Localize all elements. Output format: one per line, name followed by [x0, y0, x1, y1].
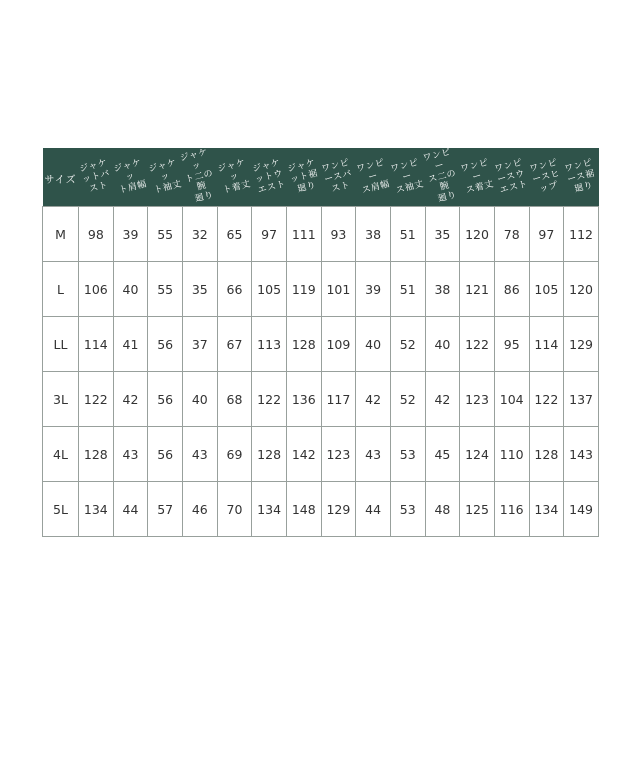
measurement-cell: 123: [321, 427, 356, 482]
measurement-cell: 35: [182, 262, 217, 317]
size-cell: 4L: [43, 427, 79, 482]
measurement-cell: 134: [252, 482, 287, 537]
header-cell: [179, 147, 217, 207]
header-label: ジャケッ ト袖丈: [147, 157, 183, 196]
table-row: [43, 482, 599, 537]
measurement-cell: 97: [252, 207, 287, 262]
measurement-cell: 40: [425, 317, 460, 372]
header-label: ワンピー ス二の腕 廻り: [422, 147, 458, 205]
measurement-cell: 105: [252, 262, 287, 317]
measurement-cell: 39: [113, 207, 148, 262]
header-cell: [494, 148, 529, 207]
header-cell: [79, 148, 114, 207]
measurement-cell: 67: [217, 317, 252, 372]
measurement-cell: 137: [564, 372, 599, 427]
measurement-cell: 68: [217, 372, 252, 427]
measurement-cell: 104: [494, 372, 529, 427]
header-label: ワンピー ス袖丈: [389, 157, 426, 196]
measurement-cell: 142: [286, 427, 321, 482]
measurement-cell: 105: [529, 262, 564, 317]
header-label: ワンピー ス肩幅: [355, 157, 391, 196]
measurement-cell: 128: [79, 427, 114, 482]
measurement-cell: 101: [321, 262, 356, 317]
measurement-cell: 56: [148, 427, 183, 482]
header-label: ワンピ ースヒ ップ: [528, 157, 562, 195]
measurement-cell: 57: [148, 482, 183, 537]
measurement-cell: 45: [425, 427, 460, 482]
measurement-cell: 40: [182, 372, 217, 427]
header-label: ジャケ ット裾 廻り: [286, 157, 319, 195]
measurement-cell: 43: [182, 427, 217, 482]
header-cell: [564, 148, 599, 207]
table-row: [43, 427, 599, 482]
measurement-cell: 122: [252, 372, 287, 427]
table-row: [43, 372, 599, 427]
measurement-cell: 134: [529, 482, 564, 537]
measurement-cell: 42: [113, 372, 148, 427]
table-row: [43, 317, 599, 372]
measurement-cell: 122: [529, 372, 564, 427]
measurement-cell: 129: [321, 482, 356, 537]
size-cell: M: [43, 207, 79, 262]
measurement-cell: 125: [460, 482, 495, 537]
header-cell: [286, 148, 321, 207]
table-header: [43, 148, 599, 207]
header-label: ジャケッ ト二の腕 廻り: [179, 147, 216, 205]
measurement-cell: 136: [286, 372, 321, 427]
header-cell: [113, 148, 148, 207]
measurement-cell: 109: [321, 317, 356, 372]
header-label: ジャケッ ト肩幅: [112, 157, 149, 196]
measurement-cell: 48: [425, 482, 460, 537]
header-label: ワンピ ースウ エスト: [493, 157, 530, 196]
measurement-cell: 120: [564, 262, 599, 317]
measurement-cell: 113: [252, 317, 287, 372]
measurement-cell: 128: [252, 427, 287, 482]
measurement-cell: 44: [356, 482, 391, 537]
measurement-cell: 52: [390, 317, 425, 372]
measurement-cell: 56: [148, 372, 183, 427]
header-row: [43, 148, 599, 207]
measurement-cell: 43: [356, 427, 391, 482]
measurement-cell: 43: [113, 427, 148, 482]
measurement-cell: 128: [286, 317, 321, 372]
measurement-cell: 38: [425, 262, 460, 317]
table-row: [43, 207, 599, 262]
measurement-cell: 55: [148, 262, 183, 317]
size-cell: L: [43, 262, 79, 317]
measurement-cell: 134: [79, 482, 114, 537]
header-cell-size: [43, 148, 79, 207]
size-cell: 3L: [43, 372, 79, 427]
measurement-cell: 114: [79, 317, 114, 372]
measurement-cell: 98: [79, 207, 114, 262]
measurement-cell: 42: [425, 372, 460, 427]
header-label: ジャケ ットバ スト: [78, 157, 111, 195]
header-label: ジャケッ ト着丈: [216, 157, 253, 196]
header-cell: [529, 148, 564, 207]
measurement-cell: 111: [286, 207, 321, 262]
measurement-cell: 35: [425, 207, 460, 262]
header-label: ジャケ ットウ エスト: [251, 157, 287, 196]
measurement-cell: 39: [356, 262, 391, 317]
header-label: ワンピ ースバ スト: [320, 157, 354, 195]
measurement-cell: 106: [79, 262, 114, 317]
measurement-cell: 143: [564, 427, 599, 482]
measurement-cell: 117: [321, 372, 356, 427]
header-cell: [321, 148, 356, 207]
measurement-cell: 40: [113, 262, 148, 317]
measurement-cell: 148: [286, 482, 321, 537]
table-row: [43, 262, 599, 317]
measurement-cell: 38: [356, 207, 391, 262]
measurement-cell: 70: [217, 482, 252, 537]
size-header-label: サイズ: [44, 174, 77, 186]
measurement-cell: 42: [356, 372, 391, 427]
measurement-cell: 110: [494, 427, 529, 482]
header-cell: [252, 148, 287, 207]
header-cell: [356, 148, 391, 207]
measurement-cell: 52: [390, 372, 425, 427]
measurement-cell: 53: [390, 482, 425, 537]
measurement-cell: 44: [113, 482, 148, 537]
measurement-cell: 53: [390, 427, 425, 482]
measurement-cell: 119: [286, 262, 321, 317]
measurement-cell: 55: [148, 207, 183, 262]
size-chart-container: [42, 148, 599, 537]
measurement-cell: 86: [494, 262, 529, 317]
measurement-cell: 69: [217, 427, 252, 482]
measurement-cell: 120: [460, 207, 495, 262]
measurement-cell: 93: [321, 207, 356, 262]
measurement-cell: 129: [564, 317, 599, 372]
table-body: [43, 207, 599, 537]
header-label: ワンピ ース裾 廻り: [563, 157, 596, 195]
measurement-cell: 46: [182, 482, 217, 537]
measurement-cell: 116: [494, 482, 529, 537]
measurement-cell: 51: [390, 262, 425, 317]
measurement-cell: 56: [148, 317, 183, 372]
size-cell: 5L: [43, 482, 79, 537]
size-cell: LL: [43, 317, 79, 372]
measurement-cell: 114: [529, 317, 564, 372]
measurement-cell: 149: [564, 482, 599, 537]
measurement-cell: 121: [460, 262, 495, 317]
measurement-cell: 122: [460, 317, 495, 372]
measurement-cell: 112: [564, 207, 599, 262]
measurement-cell: 41: [113, 317, 148, 372]
measurement-cell: 78: [494, 207, 529, 262]
measurement-cell: 128: [529, 427, 564, 482]
measurement-cell: 66: [217, 262, 252, 317]
measurement-cell: 40: [356, 317, 391, 372]
measurement-cell: 32: [182, 207, 217, 262]
measurement-cell: 123: [460, 372, 495, 427]
measurement-cell: 95: [494, 317, 529, 372]
measurement-cell: 97: [529, 207, 564, 262]
measurement-cell: 122: [79, 372, 114, 427]
header-cell: [422, 147, 460, 207]
measurement-cell: 37: [182, 317, 217, 372]
size-chart-table: [42, 148, 599, 537]
measurement-cell: 65: [217, 207, 252, 262]
measurement-cell: 51: [390, 207, 425, 262]
measurement-cell: 124: [460, 427, 495, 482]
header-label: ワンピー ス着丈: [459, 157, 495, 196]
